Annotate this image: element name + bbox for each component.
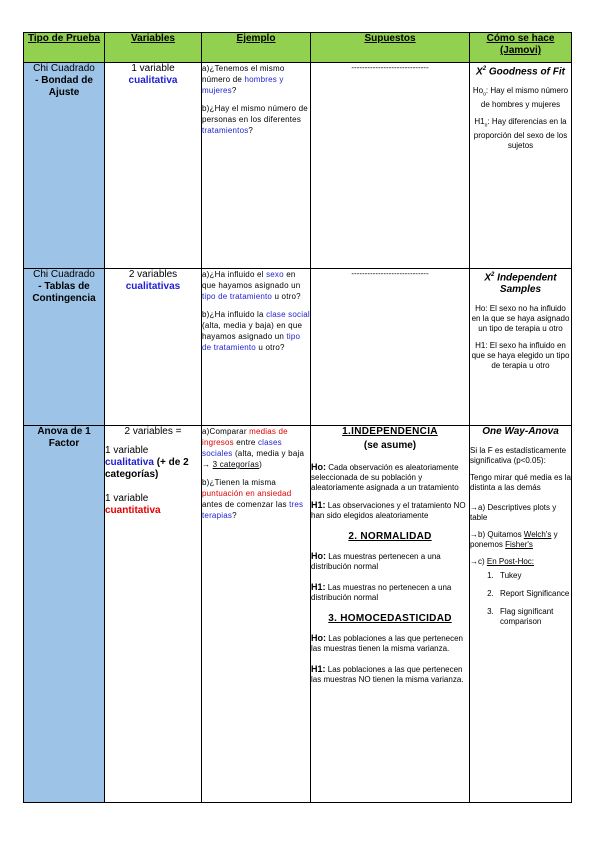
row1-how-h1: $H1_o$: Hay diferencias en la proporción del sexo de los sujetos [473,116,568,150]
normalidad-ho: Ho: Las muestras pertenecen a una distribución normal [311,551,441,571]
header-como: Cómo se hace (Jamovi) [470,33,572,63]
normalidad-heading: 2. NORMALIDAD [348,531,432,542]
row3-type-label: Anova de 1 Factor [37,426,91,449]
header-tipo: Tipo de Prueba [24,33,105,63]
row1-type-line2: - Bondad de Ajuste [35,75,93,98]
row1-example-cell [202,63,311,269]
row2-example-a: a)¿Ha influido el sexo en que hayamos asignado un tipo de tratamiento u otro? [202,270,301,301]
row3-how-title: One Way-Anova [482,426,559,437]
independencia-h1: H1: Las observaciones y el tratamiento NO han sido elegidos aleatoriamente [311,500,466,520]
homocedasticidad-h1: H1: Las poblaciones a las que pertenecen las muestras NO tienen la misma varianza. [311,664,464,684]
row2-type-cell [24,269,105,426]
row2-how-cell [470,269,572,426]
row2-supuestos-dash: ----------------------------- [351,269,429,278]
row3-how-step-c: →c) En Post-Hoc: [470,557,535,566]
row3-how-step-b: →b) Quitamos Welch's y ponemos Fisher's [470,530,558,549]
row2-type-line1: Chi Cuadrado [33,269,95,280]
row1-type-line1: Chi Cuadrado [33,63,95,74]
list-item: 2. Report Significance [496,589,571,599]
row3-vars-summary: 2 variables = [124,426,182,437]
row2-how-h0: Ho: El sexo no ha influido en la que se haya asignado un tipo de terapia u otro [471,304,570,334]
row2-how-h1: H1: El sexo ha influido en que se haya elegido un tipo de terapia u otro [471,341,570,371]
row1-vars-count: 1 variable [131,63,175,74]
row3-vars-qual: 1 variable cualitativa (+ de 2 categorías) [105,445,189,480]
row1-supuestos-cell [311,63,470,269]
independencia-ho: Ho: Cada observación es aleatoriamente seleccionada de su población y aleatoriamente asignada a un tratamiento [311,462,459,492]
row1-vars-kind: cualitativa [128,75,178,86]
row2-type-line2: - Tablas de Contingencia [32,281,96,304]
row3-how-condition: Si la F es estadísticamente significativa (p<0.05): [470,446,567,465]
homocedasticidad-ho: Ho: Las poblaciones a las que pertenecen las muestras tienen la misma varianza. [311,633,463,653]
header-supuestos: Supuestos [311,33,470,63]
list-item: 1. Tukey [496,571,571,581]
row3-vars-quant: 1 variable cuantitativa [105,493,161,516]
row2-vars-count: 2 variables [128,269,178,280]
normalidad-h1: H1: Las muestras no pertenecen a una distribución normal [311,582,452,602]
comparison-table [23,32,572,803]
row1-supuestos-dash: ----------------------------- [351,63,429,72]
row3-vars-cell [105,426,202,803]
row1-how-title: $X^2$ Goodness of Fit [476,66,565,78]
row1-example-a: a)¿Tenemos el mismo número de hombres y mujeres? [202,64,285,95]
header-row [24,33,572,63]
header-variables: Variables [105,33,202,63]
row2-vars-kind: cualitativas [125,281,181,292]
row1-vars-cell [105,63,202,269]
row3-how-step-a: →a) Descriptives plots y table [470,503,557,522]
row2-example-b: b)¿Ha influido la clase social (alta, media y baja) en que hayamos asignado un tipo de tratamiento u otro? [202,310,310,352]
independencia-note: (se asume) [363,440,417,451]
row2-supuestos-cell [311,269,470,426]
row3-example-b: b)¿Tienen la misma puntuación en ansiedad antes de comenzar las tres terapias? [202,478,304,520]
row2-how-title: $X^2$ Independent Samples [484,272,557,296]
row2-example-cell [202,269,311,426]
row1-how-h0: $Ho_o$: Hay el mismo número de hombres y mujeres [472,86,569,109]
posthoc-list [470,571,571,627]
independencia-heading: 1.INDEPENDENCIA [342,426,438,437]
row1-type-cell [24,63,105,269]
row1-how-cell [470,63,572,269]
table-row [24,269,572,426]
homocedasticidad-heading: 3. HOMOCEDASTICIDAD [328,613,452,624]
row3-example-a: a)Comparar medias de ingresos entre clases sociales (alta, media y baja → 3 categorías) [202,427,305,469]
table-row [24,426,572,803]
row1-example-b: b)¿Hay el mismo número de personas en los diferentes tratamientos? [202,104,308,135]
row3-type-cell [24,426,105,803]
list-item: 3. Flag significant comparison [496,607,571,627]
row3-how-goal: Tengo mirar qué media es la distinta a las demás [470,473,571,492]
row2-vars-cell [105,269,202,426]
row3-how-cell [470,426,572,803]
table-row [24,63,572,269]
header-ejemplo: Ejemplo [202,33,311,63]
row3-example-cell [202,426,311,803]
row3-supuestos-cell [311,426,470,803]
